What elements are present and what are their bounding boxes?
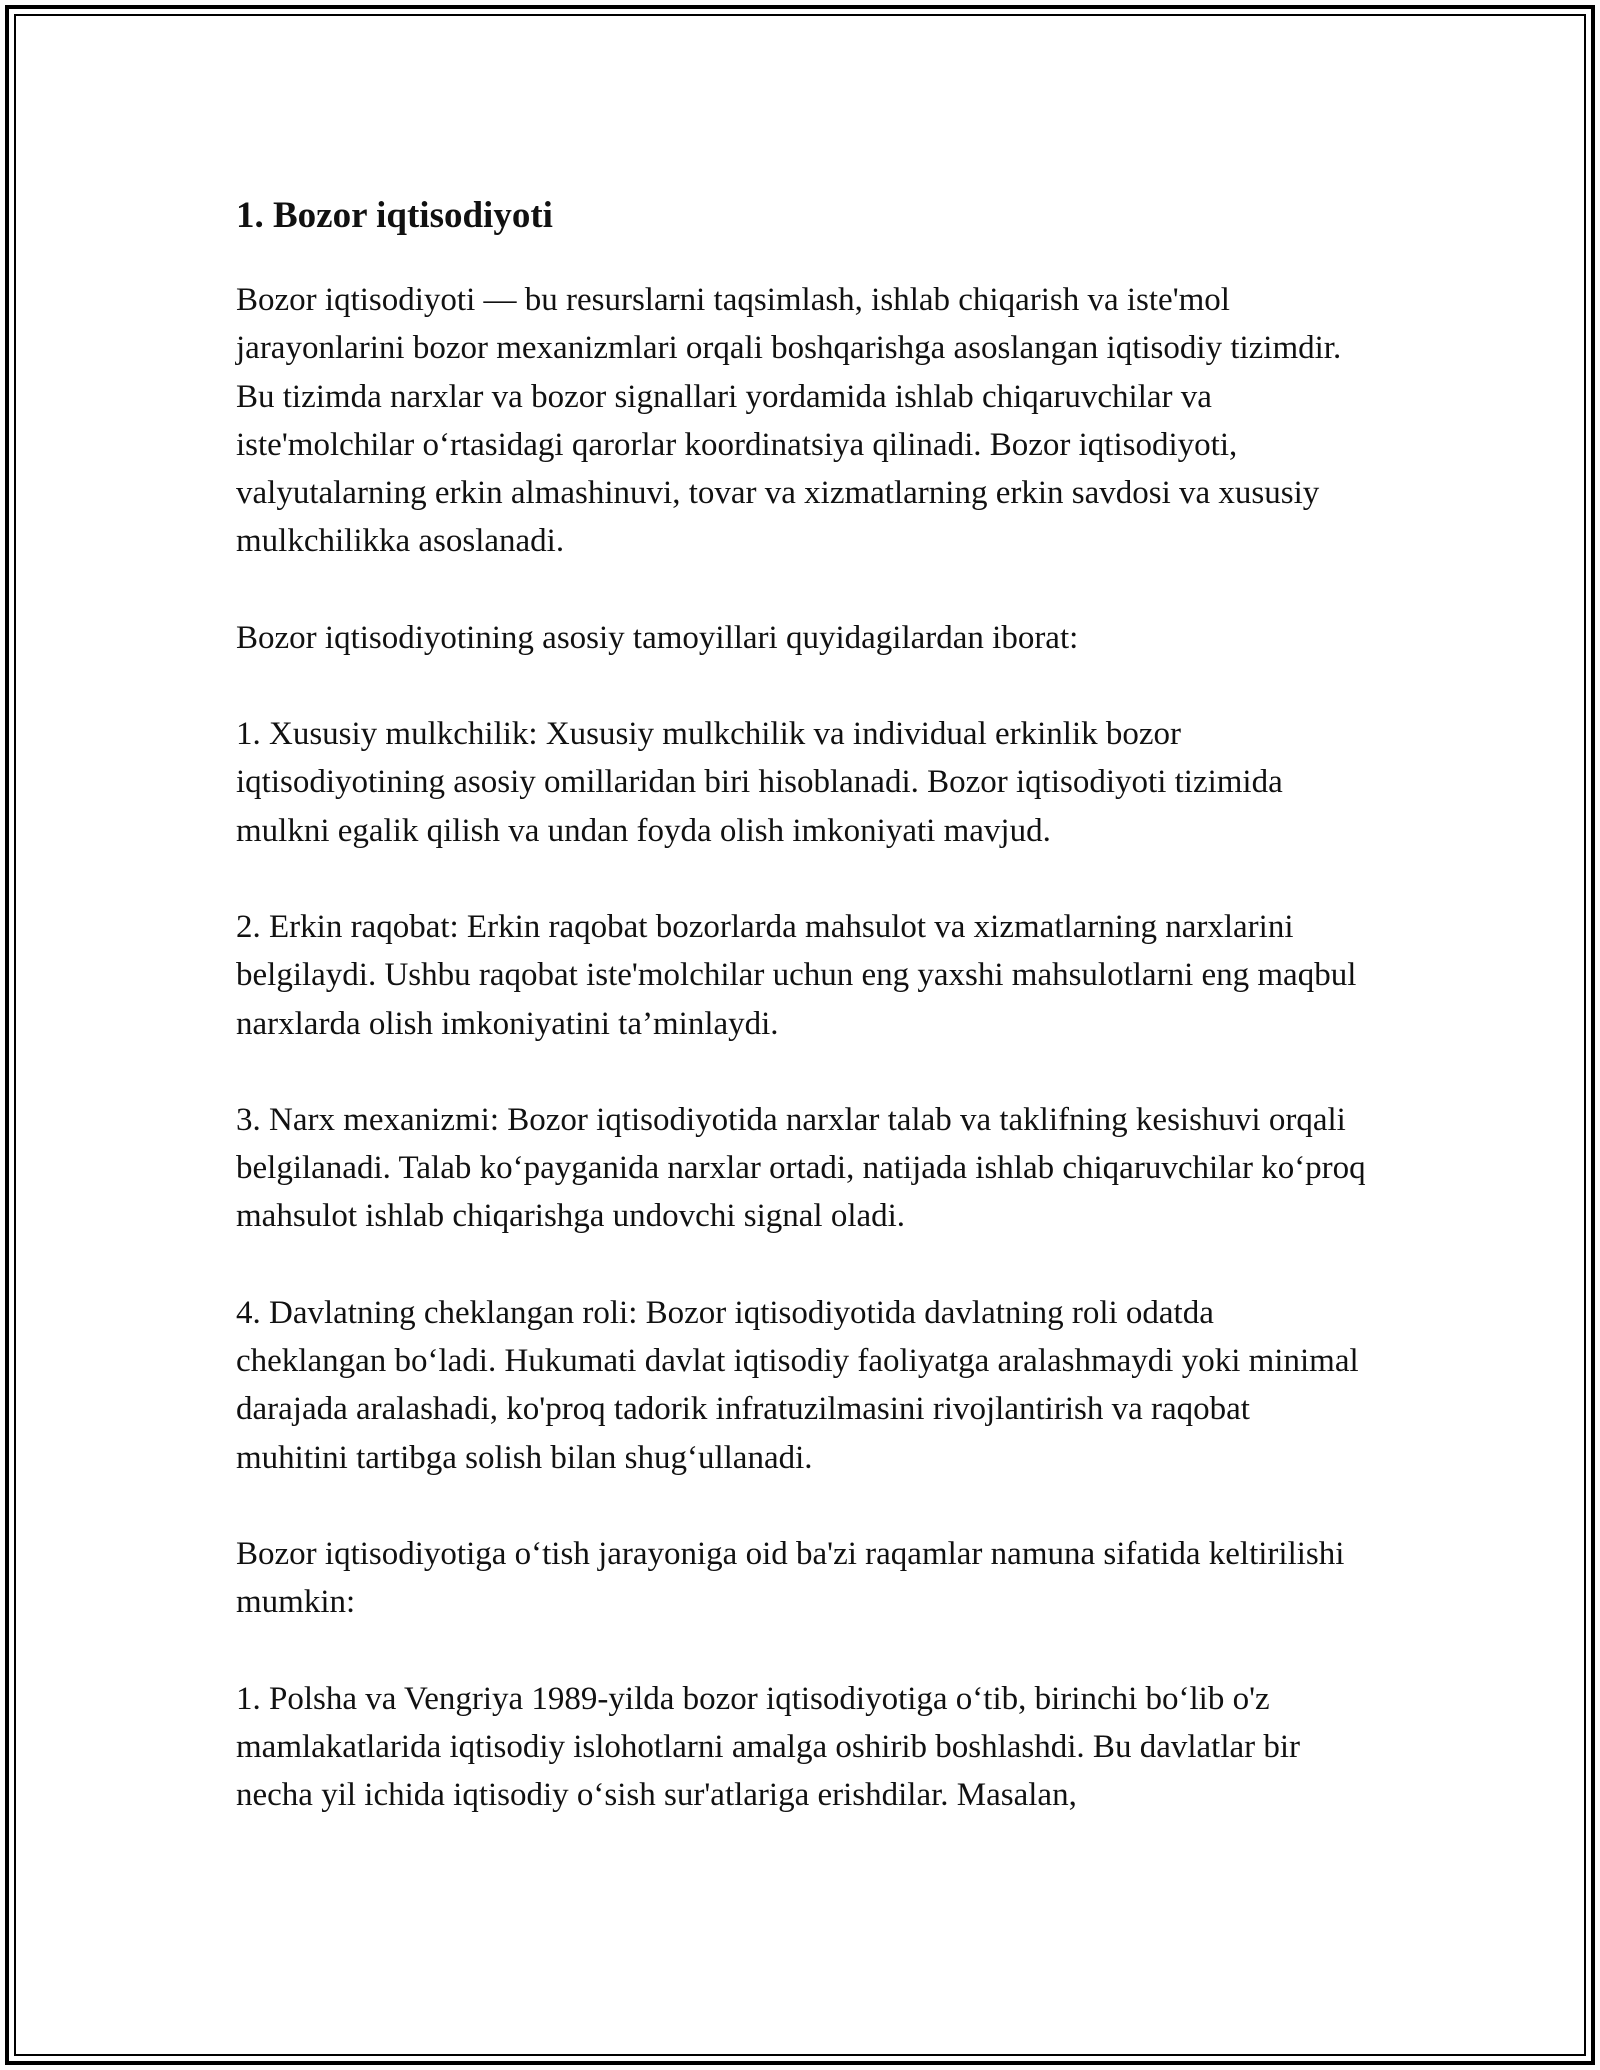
- section-heading: 1. Bozor iqtisodiyoti: [236, 195, 553, 236]
- paragraph-principles-intro: Bozor iqtisodiyotining asosiy tamoyillari quyidagilardan iborat:: [236, 619, 1079, 656]
- paragraph-private-ownership: 1. Xususiy mulkchilik: Xususiy mulkchilik va individual erkinlik bozor iqtisodiyotining asosiy omillaridan biri hisoblanadi. Bozor iqtisodiyoti tizimida mulkni egalik qilish va undan foyda olish imkoniyati mavjud.: [236, 716, 1283, 849]
- paragraph-definition: Bozor iqtisodiyoti — bu resurslarni taqsimlash, ishlab chiqarish va iste'mol jarayonlarini bozor mexanizmlari orqali boshqarishga asoslangan iqtisodiy tizimdir. Bu tizimda narxlar va bozor signallari yordamida ishlab chiqaruvchilar va iste'molchilar o‘rtasidagi qarorlar koordinatsiya qilinadi. Bozor iqtisodiyoti, valyutalarning erkin almashinuvi, tovar va xizmatlarning erkin savdosi va xususiy mulkchilikka asoslanadi.: [236, 282, 1342, 560]
- paragraph-transition-intro: Bozor iqtisodiyotiga o‘tish jarayoniga oid ba'zi raqamlar namuna sifatida keltirilishi mumkin:: [236, 1535, 1345, 1621]
- paragraph-state-role: 4. Davlatning cheklangan roli: Bozor iqtisodiyotida davlatning roli odatda cheklangan bo‘ladi. Hukumati davlat iqtisodiy faoliyatga aralashmaydi yoki minimal darajada aralashadi, ko'proq tadorik infratuzilmasini rivojlantirish va raqobat muhitini tartibga solish bilan shug‘ullanadi.: [236, 1294, 1359, 1476]
- document-body: [236, 186, 1366, 1819]
- paragraph-free-competition: 2. Erkin raqobat: Erkin raqobat bozorlarda mahsulot va xizmatlarning narxlarini belgilaydi. Ushbu raqobat iste'molchilar uchun eng yaxshi mahsulotlarni eng maqbul narxlarda olish imkoniyatini ta’minlaydi.: [236, 908, 1357, 1042]
- paragraph-price-mechanism: 3. Narx mexanizmi: Bozor iqtisodiyotida narxlar talab va taklifning kesishuvi orqali belgilanadi. Talab ko‘payganida narxlar ortadi, natijada ishlab chiqaruvchilar ko‘proq mahsulot ishlab chiqarishga undovchi signal oladi.: [236, 1101, 1366, 1235]
- paragraph-poland-hungary: 1. Polsha va Vengriya 1989-yilda bozor iqtisodiyotiga o‘tib, birinchi bo‘lib o'z mamlakatlarida iqtisodiy islohotlarni amalga oshirib boshlashdi. Bu davlatlar bir necha yil ichida iqtisodiy o‘sish sur'atlariga erishdilar. Masalan,: [236, 1680, 1301, 1814]
